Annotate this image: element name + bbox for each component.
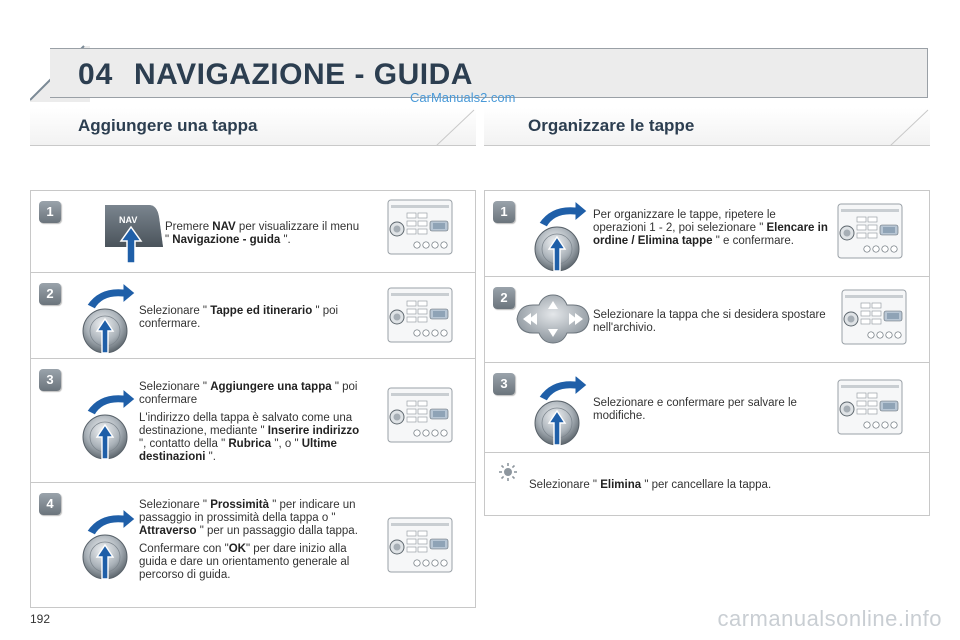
step-text (593, 309, 829, 335)
left-steps-panel (30, 190, 476, 608)
left-section-title: Aggiungere una tappa (78, 116, 258, 135)
bold-term: Elencare in ordine / Elimina tappe (593, 222, 828, 247)
step-text (139, 305, 369, 331)
paragraph: Selezionare e confermare per salvare le modifiche. (593, 397, 797, 422)
bold-term: OK (228, 543, 246, 555)
radio-unit-illustration (837, 379, 903, 440)
paragraph: Selezionare " Aggiungere una tappa " poi confermare (139, 381, 358, 406)
bold-term: Prossimità (210, 499, 270, 511)
left-step-2 (31, 273, 475, 359)
paragraph: Premere NAV per visualizzare il menu " Navigazione - guida ". (165, 221, 360, 246)
step-text (139, 499, 371, 582)
bold-term: Tappe ed itinerario (210, 305, 313, 317)
paragraph: Selezionare " Elimina " per cancellare la tappa. (529, 479, 772, 491)
step-text (593, 209, 829, 248)
rotary-knob-icon (73, 385, 143, 466)
bold-term: Inserire indirizzo (267, 425, 360, 437)
right-section-title: Organizzare le tappe (528, 116, 695, 135)
step-badge: 2 (39, 283, 61, 305)
right-step-2 (485, 277, 929, 363)
bold-term: Navigazione - guida (172, 234, 281, 246)
tip-text (529, 479, 909, 492)
step-badge: 1 (39, 201, 61, 223)
radio-unit-illustration (387, 517, 453, 578)
paragraph: Selezionare la tappa che si desidera spostare nell'archivio. (593, 309, 826, 334)
bold-term: Aggiungere una tappa (210, 381, 332, 393)
bold-term: Attraverso (139, 525, 197, 537)
step-badge: 3 (39, 369, 61, 391)
rotary-knob-icon (73, 505, 143, 586)
radio-unit-illustration (387, 287, 453, 348)
rotary-knob-icon (525, 371, 595, 452)
step-text (165, 221, 365, 247)
step-text (139, 381, 369, 464)
paragraph: Selezionare " Tappe ed itinerario " poi confermare. (139, 305, 339, 330)
bold-term: Ultime destinazioni (139, 438, 337, 463)
step-badge: 1 (493, 201, 515, 223)
left-step-4 (31, 483, 475, 609)
radio-unit-illustration (387, 387, 453, 448)
watermark-bottom: carmanualsonline.info (717, 606, 942, 631)
page-number: 192 (30, 612, 51, 626)
nav-button-icon (97, 203, 167, 265)
right-steps-panel (484, 190, 930, 516)
left-step-1 (31, 191, 475, 273)
paragraph: Per organizzare le tappe, ripetere le operazioni 1 - 2, poi selezionare " Elencare in ordine / Elimina tappe " e confermare. (593, 209, 828, 247)
paragraph: L'indirizzo della tappa è salvato come una destinazione, mediante " Inserire indirizzo ", contatto della " Rubrica ", o " Ultime destinazioni ". (139, 412, 360, 463)
watermark-top: CarManuals2.com (410, 90, 516, 105)
rotary-knob-icon (73, 279, 143, 360)
right-step-3 (485, 363, 929, 453)
bold-term: Elimina (600, 479, 642, 491)
direction-pad-icon (515, 293, 591, 345)
right-tip (485, 453, 929, 517)
chapter-title: NAVIGAZIONE - GUIDA (134, 58, 473, 91)
step-badge: 3 (493, 373, 515, 395)
radio-unit-illustration (387, 199, 453, 260)
nav-label: NAV (119, 215, 138, 225)
right-step-1 (485, 191, 929, 277)
rotary-knob-icon (525, 197, 595, 278)
radio-unit-illustration (837, 203, 903, 264)
bold-term: Rubrica (228, 438, 272, 450)
bold-term: NAV (212, 221, 236, 233)
chapter-number: 04 (78, 58, 114, 91)
step-text (593, 397, 829, 423)
step-badge: 2 (493, 287, 515, 309)
radio-unit-illustration (841, 289, 907, 350)
left-step-3 (31, 359, 475, 483)
paragraph: Confermare con "OK" per dare inizio alla guida e dare un orientamento generale al percorso di guida. (139, 543, 350, 581)
paragraph: Selezionare " Prossimità " per indicare un passaggio in prossimità della tappa o " Attraverso " per un passaggio dalla tappa. (139, 499, 358, 537)
step-badge: 4 (39, 493, 61, 515)
sun-tip-icon (499, 463, 517, 481)
